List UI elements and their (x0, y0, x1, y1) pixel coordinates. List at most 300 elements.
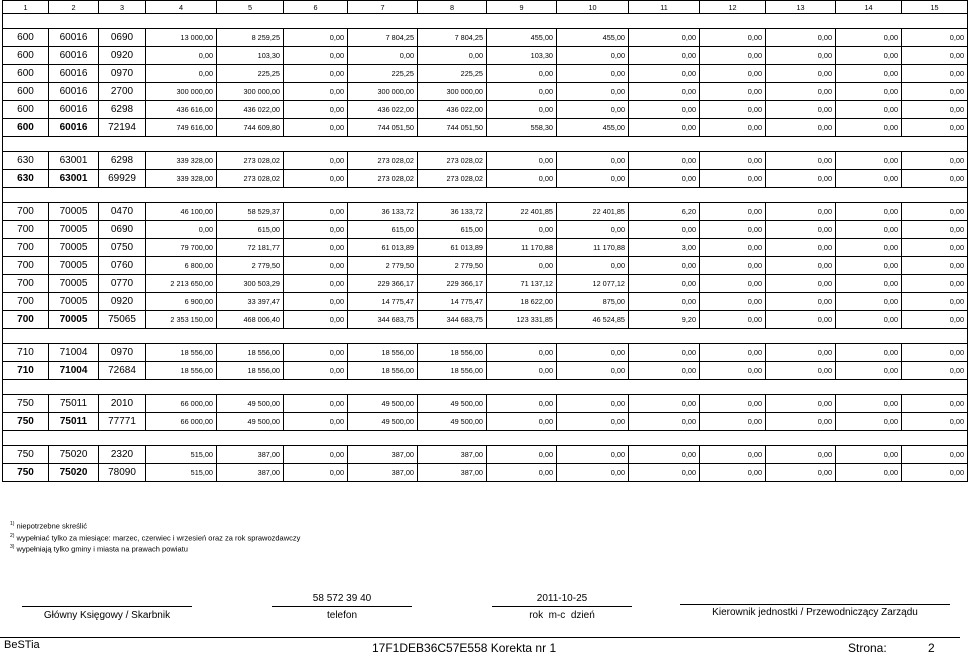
table-cell: 0,00 (766, 47, 836, 65)
table-cell: 387,00 (348, 446, 418, 464)
table-cell: 0,00 (766, 344, 836, 362)
table-cell: 273 028,02 (217, 152, 284, 170)
table-cell: 0,00 (557, 65, 629, 83)
header-cell: 13 (766, 1, 836, 14)
table-cell: 0,00 (836, 413, 902, 431)
head-label: Kierownik jednostki / Przewodniczący Zarządu (712, 607, 918, 618)
spacer-cell (3, 137, 968, 152)
header-cell: 1 (3, 1, 49, 14)
table-cell: 225,25 (348, 65, 418, 83)
table-cell: 60016 (49, 47, 99, 65)
table-cell: 61 013,89 (418, 239, 487, 257)
table-cell: 0,00 (700, 293, 766, 311)
table-cell: 0,00 (700, 170, 766, 188)
table-cell: 0,00 (766, 464, 836, 482)
table-cell: 0690 (99, 221, 146, 239)
table-cell: 0,00 (629, 293, 700, 311)
phone-label: telefon (326, 610, 358, 621)
table-cell: 66 000,00 (146, 413, 217, 431)
table-cell: 344 683,75 (348, 311, 418, 329)
phone-value: 58 572 39 40 (312, 593, 372, 604)
table-cell: 0,00 (284, 101, 348, 119)
table-cell: 0,00 (766, 362, 836, 380)
table-cell: 0,00 (700, 65, 766, 83)
table-cell: 0,00 (284, 83, 348, 101)
table-cell: 0,00 (284, 311, 348, 329)
table-cell: 0,00 (284, 65, 348, 83)
table-cell: 750 (3, 413, 49, 431)
table-cell: 0,00 (766, 83, 836, 101)
header-cell: 8 (418, 1, 487, 14)
table-cell: 0750 (99, 239, 146, 257)
table-cell: 70005 (49, 275, 99, 293)
table-row (3, 221, 968, 239)
table-cell: 0,00 (629, 83, 700, 101)
table-cell: 18 556,00 (146, 362, 217, 380)
table-cell: 6 800,00 (146, 257, 217, 275)
table-cell: 436 022,00 (418, 101, 487, 119)
header-cell: 7 (348, 1, 418, 14)
table-cell: 46 100,00 (146, 203, 217, 221)
table-cell: 0,00 (836, 203, 902, 221)
table-cell: 0,00 (629, 446, 700, 464)
header-cell: 9 (487, 1, 557, 14)
table-cell: 18 556,00 (348, 344, 418, 362)
table-cell: 2320 (99, 446, 146, 464)
footer-document-id: 17F1DEB36C57E558 Korekta nr 1 (372, 641, 557, 655)
table-cell: 0,00 (836, 293, 902, 311)
table-cell: 0,00 (487, 464, 557, 482)
table-cell: 0,00 (557, 221, 629, 239)
table-cell: 0,00 (284, 275, 348, 293)
table-cell: 0,00 (629, 257, 700, 275)
table-row (3, 152, 968, 170)
table-cell: 0,00 (629, 275, 700, 293)
table-cell: 0,00 (836, 119, 902, 137)
table-cell: 600 (3, 29, 49, 47)
table-cell: 0,00 (146, 221, 217, 239)
table-cell: 0,00 (348, 47, 418, 65)
table-summary-row (3, 362, 968, 380)
table-cell: 70005 (49, 221, 99, 239)
table-cell: 49 500,00 (418, 395, 487, 413)
table-cell: 455,00 (557, 119, 629, 137)
table-cell: 0,00 (700, 152, 766, 170)
table-row (3, 29, 968, 47)
table-cell: 744 051,50 (418, 119, 487, 137)
table-row (3, 47, 968, 65)
table-cell: 0,00 (836, 257, 902, 275)
table-cell: 46 524,85 (557, 311, 629, 329)
table-cell: 0,00 (766, 101, 836, 119)
table-cell: 2 779,50 (217, 257, 284, 275)
table-cell: 0,00 (629, 344, 700, 362)
table-cell: 0,00 (700, 47, 766, 65)
table-summary-row (3, 119, 968, 137)
table-cell: 0,00 (700, 311, 766, 329)
table-cell: 558,30 (487, 119, 557, 137)
table-cell: 0,00 (487, 83, 557, 101)
table-cell: 0,00 (487, 170, 557, 188)
table-cell: 273 028,02 (418, 152, 487, 170)
table-cell: 0,00 (836, 65, 902, 83)
table-cell: 75065 (99, 311, 146, 329)
table-cell: 0,00 (487, 395, 557, 413)
table-cell: 79 700,00 (146, 239, 217, 257)
table-cell: 0,00 (766, 446, 836, 464)
table-cell: 436 022,00 (348, 101, 418, 119)
table-cell: 71004 (49, 344, 99, 362)
table-cell: 0,00 (700, 413, 766, 431)
table-cell: 2010 (99, 395, 146, 413)
table-cell: 69929 (99, 170, 146, 188)
report-table (2, 0, 968, 482)
table-cell: 75011 (49, 413, 99, 431)
table-cell: 0970 (99, 344, 146, 362)
table-cell: 0,00 (146, 65, 217, 83)
accountant-label: Główny Księgowy / Skarbnik (43, 610, 171, 621)
table-cell: 0,00 (557, 83, 629, 101)
table-row (3, 344, 968, 362)
table-cell: 2700 (99, 83, 146, 101)
table-cell: 60016 (49, 65, 99, 83)
table-cell: 225,25 (418, 65, 487, 83)
table-cell: 0,00 (487, 413, 557, 431)
table-cell: 36 133,72 (348, 203, 418, 221)
table-cell: 61 013,89 (348, 239, 418, 257)
table-cell: 344 683,75 (418, 311, 487, 329)
head-line (680, 604, 950, 605)
table-cell: 103,30 (487, 47, 557, 65)
table-cell: 0,00 (902, 239, 968, 257)
table-cell: 0,00 (902, 170, 968, 188)
table-cell: 0,00 (284, 257, 348, 275)
table-cell: 0,00 (284, 29, 348, 47)
table-cell: 0,00 (766, 203, 836, 221)
table-cell: 0,00 (836, 170, 902, 188)
group-spacer (3, 431, 968, 446)
table-cell: 0,00 (557, 257, 629, 275)
date-label: rok m-c dzień (529, 610, 595, 621)
table-cell: 0,00 (766, 152, 836, 170)
table-cell: 0,00 (700, 275, 766, 293)
table-cell: 630 (3, 170, 49, 188)
table-cell: 0,00 (902, 446, 968, 464)
table-cell: 387,00 (217, 446, 284, 464)
table-cell: 0,00 (284, 362, 348, 380)
table-cell: 6,20 (629, 203, 700, 221)
table-cell: 0,00 (902, 221, 968, 239)
table-cell: 0,00 (836, 29, 902, 47)
table-cell: 273 028,02 (217, 170, 284, 188)
table-cell: 700 (3, 257, 49, 275)
table-cell: 0690 (99, 29, 146, 47)
table-cell: 600 (3, 47, 49, 65)
table-cell: 2 779,50 (348, 257, 418, 275)
table-cell: 339 328,00 (146, 152, 217, 170)
table-cell: 72194 (99, 119, 146, 137)
table-cell: 66 000,00 (146, 395, 217, 413)
table-cell: 72 181,77 (217, 239, 284, 257)
table-cell: 0,00 (700, 119, 766, 137)
table-cell: 18 556,00 (217, 362, 284, 380)
table-cell: 300 000,00 (146, 83, 217, 101)
table-cell: 0,00 (836, 464, 902, 482)
table-cell: 6298 (99, 152, 146, 170)
table-cell: 600 (3, 119, 49, 137)
table-cell: 0,00 (902, 101, 968, 119)
spacer-cell (3, 380, 968, 395)
table-cell: 750 (3, 446, 49, 464)
table-row (3, 293, 968, 311)
table-cell: 71004 (49, 362, 99, 380)
table-cell: 273 028,02 (348, 170, 418, 188)
footnote-2: $^{2)}$ wypełniać tylko za miesiące: marzec, czerwiec i wrzesień oraz za rok sprawozdawczy (10, 533, 301, 543)
table-cell: 700 (3, 239, 49, 257)
table-cell: 0,00 (700, 239, 766, 257)
table-cell: 0,00 (902, 257, 968, 275)
table-cell: 0,00 (629, 464, 700, 482)
table-cell: 18 556,00 (418, 344, 487, 362)
table-cell: 33 397,47 (217, 293, 284, 311)
table-cell: 0,00 (700, 221, 766, 239)
table-cell: 0970 (99, 65, 146, 83)
table-cell: 455,00 (557, 29, 629, 47)
date-value: 2011-10-25 (536, 593, 588, 604)
table-cell: 49 500,00 (217, 395, 284, 413)
table-cell: 225,25 (217, 65, 284, 83)
spacer-cell (3, 14, 968, 29)
table-cell: 0,00 (902, 311, 968, 329)
table-cell: 515,00 (146, 464, 217, 482)
table-cell: 300 503,29 (217, 275, 284, 293)
table-cell: 0,00 (766, 395, 836, 413)
table-cell: 0,00 (629, 170, 700, 188)
table-cell: 14 775,47 (348, 293, 418, 311)
spacer-cell (3, 188, 968, 203)
group-spacer (3, 329, 968, 344)
table-cell: 0770 (99, 275, 146, 293)
table-cell: 18 556,00 (146, 344, 217, 362)
table-cell: 700 (3, 275, 49, 293)
table-cell: 0,00 (766, 221, 836, 239)
table-cell: 0,00 (902, 65, 968, 83)
table-cell: 0,00 (766, 119, 836, 137)
table-cell: 9,20 (629, 311, 700, 329)
table-cell: 0,00 (629, 119, 700, 137)
table-cell: 2 213 650,00 (146, 275, 217, 293)
table-cell: 710 (3, 344, 49, 362)
table-cell: 18 556,00 (348, 362, 418, 380)
header-cell: 14 (836, 1, 902, 14)
table-cell: 0,00 (557, 344, 629, 362)
table-cell: 700 (3, 221, 49, 239)
table-cell: 600 (3, 65, 49, 83)
table-cell: 2 353 150,00 (146, 311, 217, 329)
table-cell: 49 500,00 (418, 413, 487, 431)
table-cell: 0,00 (836, 83, 902, 101)
table-row (3, 395, 968, 413)
table-cell: 744 051,50 (348, 119, 418, 137)
table-cell: 0,00 (284, 293, 348, 311)
table-cell: 0,00 (487, 221, 557, 239)
table-cell: 71 137,12 (487, 275, 557, 293)
table-cell: 0,00 (836, 362, 902, 380)
table-cell: 0,00 (284, 47, 348, 65)
table-cell: 0,00 (902, 293, 968, 311)
table-cell: 0,00 (629, 29, 700, 47)
table-cell: 0,00 (700, 344, 766, 362)
table-cell: 13 000,00 (146, 29, 217, 47)
table-cell: 0,00 (902, 275, 968, 293)
table-summary-row (3, 311, 968, 329)
table-cell: 875,00 (557, 293, 629, 311)
header-row (3, 1, 968, 14)
table-cell: 0,00 (836, 395, 902, 413)
table-cell: 0,00 (557, 152, 629, 170)
table-cell: 700 (3, 203, 49, 221)
table-cell: 0,00 (487, 257, 557, 275)
table-cell: 0,00 (557, 464, 629, 482)
table-cell: 58 529,37 (217, 203, 284, 221)
table-row (3, 101, 968, 119)
table-cell: 0,00 (629, 221, 700, 239)
table-cell: 0,00 (557, 170, 629, 188)
table-cell: 0,00 (146, 47, 217, 65)
table-cell: 11 170,88 (557, 239, 629, 257)
table-cell: 750 (3, 395, 49, 413)
table-cell: 387,00 (418, 446, 487, 464)
table-cell: 387,00 (217, 464, 284, 482)
table-cell: 615,00 (418, 221, 487, 239)
header-cell: 2 (49, 1, 99, 14)
table-cell: 0,00 (557, 101, 629, 119)
table-cell: 3,00 (629, 239, 700, 257)
table-cell: 0,00 (487, 446, 557, 464)
table-cell: 300 000,00 (418, 83, 487, 101)
footnote-1: $^{1)}$ niepotrzebne skreślić (10, 521, 87, 531)
table-cell: 615,00 (217, 221, 284, 239)
table-cell: 630 (3, 152, 49, 170)
table-cell: 0,00 (284, 119, 348, 137)
table-cell: 0,00 (700, 29, 766, 47)
table-cell: 300 000,00 (217, 83, 284, 101)
table-cell: 700 (3, 293, 49, 311)
header-cell: 6 (284, 1, 348, 14)
table-cell: 0,00 (284, 239, 348, 257)
header-cell: 15 (902, 1, 968, 14)
table-cell: 600 (3, 83, 49, 101)
table-cell: 0,00 (836, 446, 902, 464)
table-cell: 75020 (49, 464, 99, 482)
table-cell: 0,00 (836, 47, 902, 65)
table-cell: 339 328,00 (146, 170, 217, 188)
table-cell: 0920 (99, 47, 146, 65)
table-cell: 0,00 (629, 395, 700, 413)
table-cell: 0,00 (284, 413, 348, 431)
table-cell: 0,00 (284, 446, 348, 464)
table-cell: 0,00 (284, 344, 348, 362)
table-cell: 749 616,00 (146, 119, 217, 137)
table-cell: 0,00 (700, 257, 766, 275)
table-row (3, 446, 968, 464)
spacer-cell (3, 431, 968, 446)
table-cell: 0,00 (284, 221, 348, 239)
table-cell: 0,00 (487, 344, 557, 362)
table-cell: 0,00 (902, 29, 968, 47)
table-cell: 0470 (99, 203, 146, 221)
table-cell: 0,00 (902, 344, 968, 362)
table-cell: 0,00 (557, 413, 629, 431)
table-cell: 0,00 (629, 47, 700, 65)
table-cell: 515,00 (146, 446, 217, 464)
table-cell: 49 500,00 (348, 395, 418, 413)
header-cell: 5 (217, 1, 284, 14)
table-cell: 0,00 (487, 152, 557, 170)
table-cell: 6 900,00 (146, 293, 217, 311)
table-cell: 0,00 (557, 446, 629, 464)
table-cell: 22 401,85 (487, 203, 557, 221)
table-row (3, 239, 968, 257)
table-cell: 14 775,47 (418, 293, 487, 311)
table-summary-row (3, 413, 968, 431)
table-cell: 103,30 (217, 47, 284, 65)
table-cell: 0,00 (284, 395, 348, 413)
table-cell: 273 028,02 (348, 152, 418, 170)
table-cell: 18 556,00 (217, 344, 284, 362)
table-cell: 0,00 (902, 464, 968, 482)
table-cell: 12 077,12 (557, 275, 629, 293)
table-cell: 75020 (49, 446, 99, 464)
table-cell: 0,00 (487, 362, 557, 380)
table-cell: 455,00 (487, 29, 557, 47)
footer-app-name: BeSTia (4, 639, 40, 651)
group-spacer (3, 14, 968, 29)
table-cell: 0,00 (557, 47, 629, 65)
table-cell: 72684 (99, 362, 146, 380)
table-cell: 49 500,00 (348, 413, 418, 431)
table-row (3, 83, 968, 101)
table-cell: 6298 (99, 101, 146, 119)
table-summary-row (3, 464, 968, 482)
table-cell: 0,00 (629, 101, 700, 119)
table-cell: 0,00 (284, 152, 348, 170)
table-cell: 0920 (99, 293, 146, 311)
table-summary-row (3, 170, 968, 188)
table-cell: 0760 (99, 257, 146, 275)
table-cell: 18 556,00 (418, 362, 487, 380)
table-cell: 60016 (49, 29, 99, 47)
table-cell: 0,00 (836, 239, 902, 257)
table-cell: 0,00 (557, 395, 629, 413)
table-cell: 0,00 (766, 413, 836, 431)
table-cell: 7 804,25 (418, 29, 487, 47)
table-cell: 78090 (99, 464, 146, 482)
footer-page-number: 2 (928, 641, 935, 655)
table-cell: 0,00 (766, 275, 836, 293)
table-cell: 8 259,25 (217, 29, 284, 47)
table-cell: 0,00 (700, 446, 766, 464)
table-cell: 0,00 (766, 65, 836, 83)
table-row (3, 65, 968, 83)
footer-page-label: Strona: (848, 641, 887, 655)
header-cell: 11 (629, 1, 700, 14)
table-cell: 0,00 (700, 83, 766, 101)
table-cell: 0,00 (284, 464, 348, 482)
table-cell: 7 804,25 (348, 29, 418, 47)
table-cell: 0,00 (766, 170, 836, 188)
table-cell: 0,00 (700, 464, 766, 482)
